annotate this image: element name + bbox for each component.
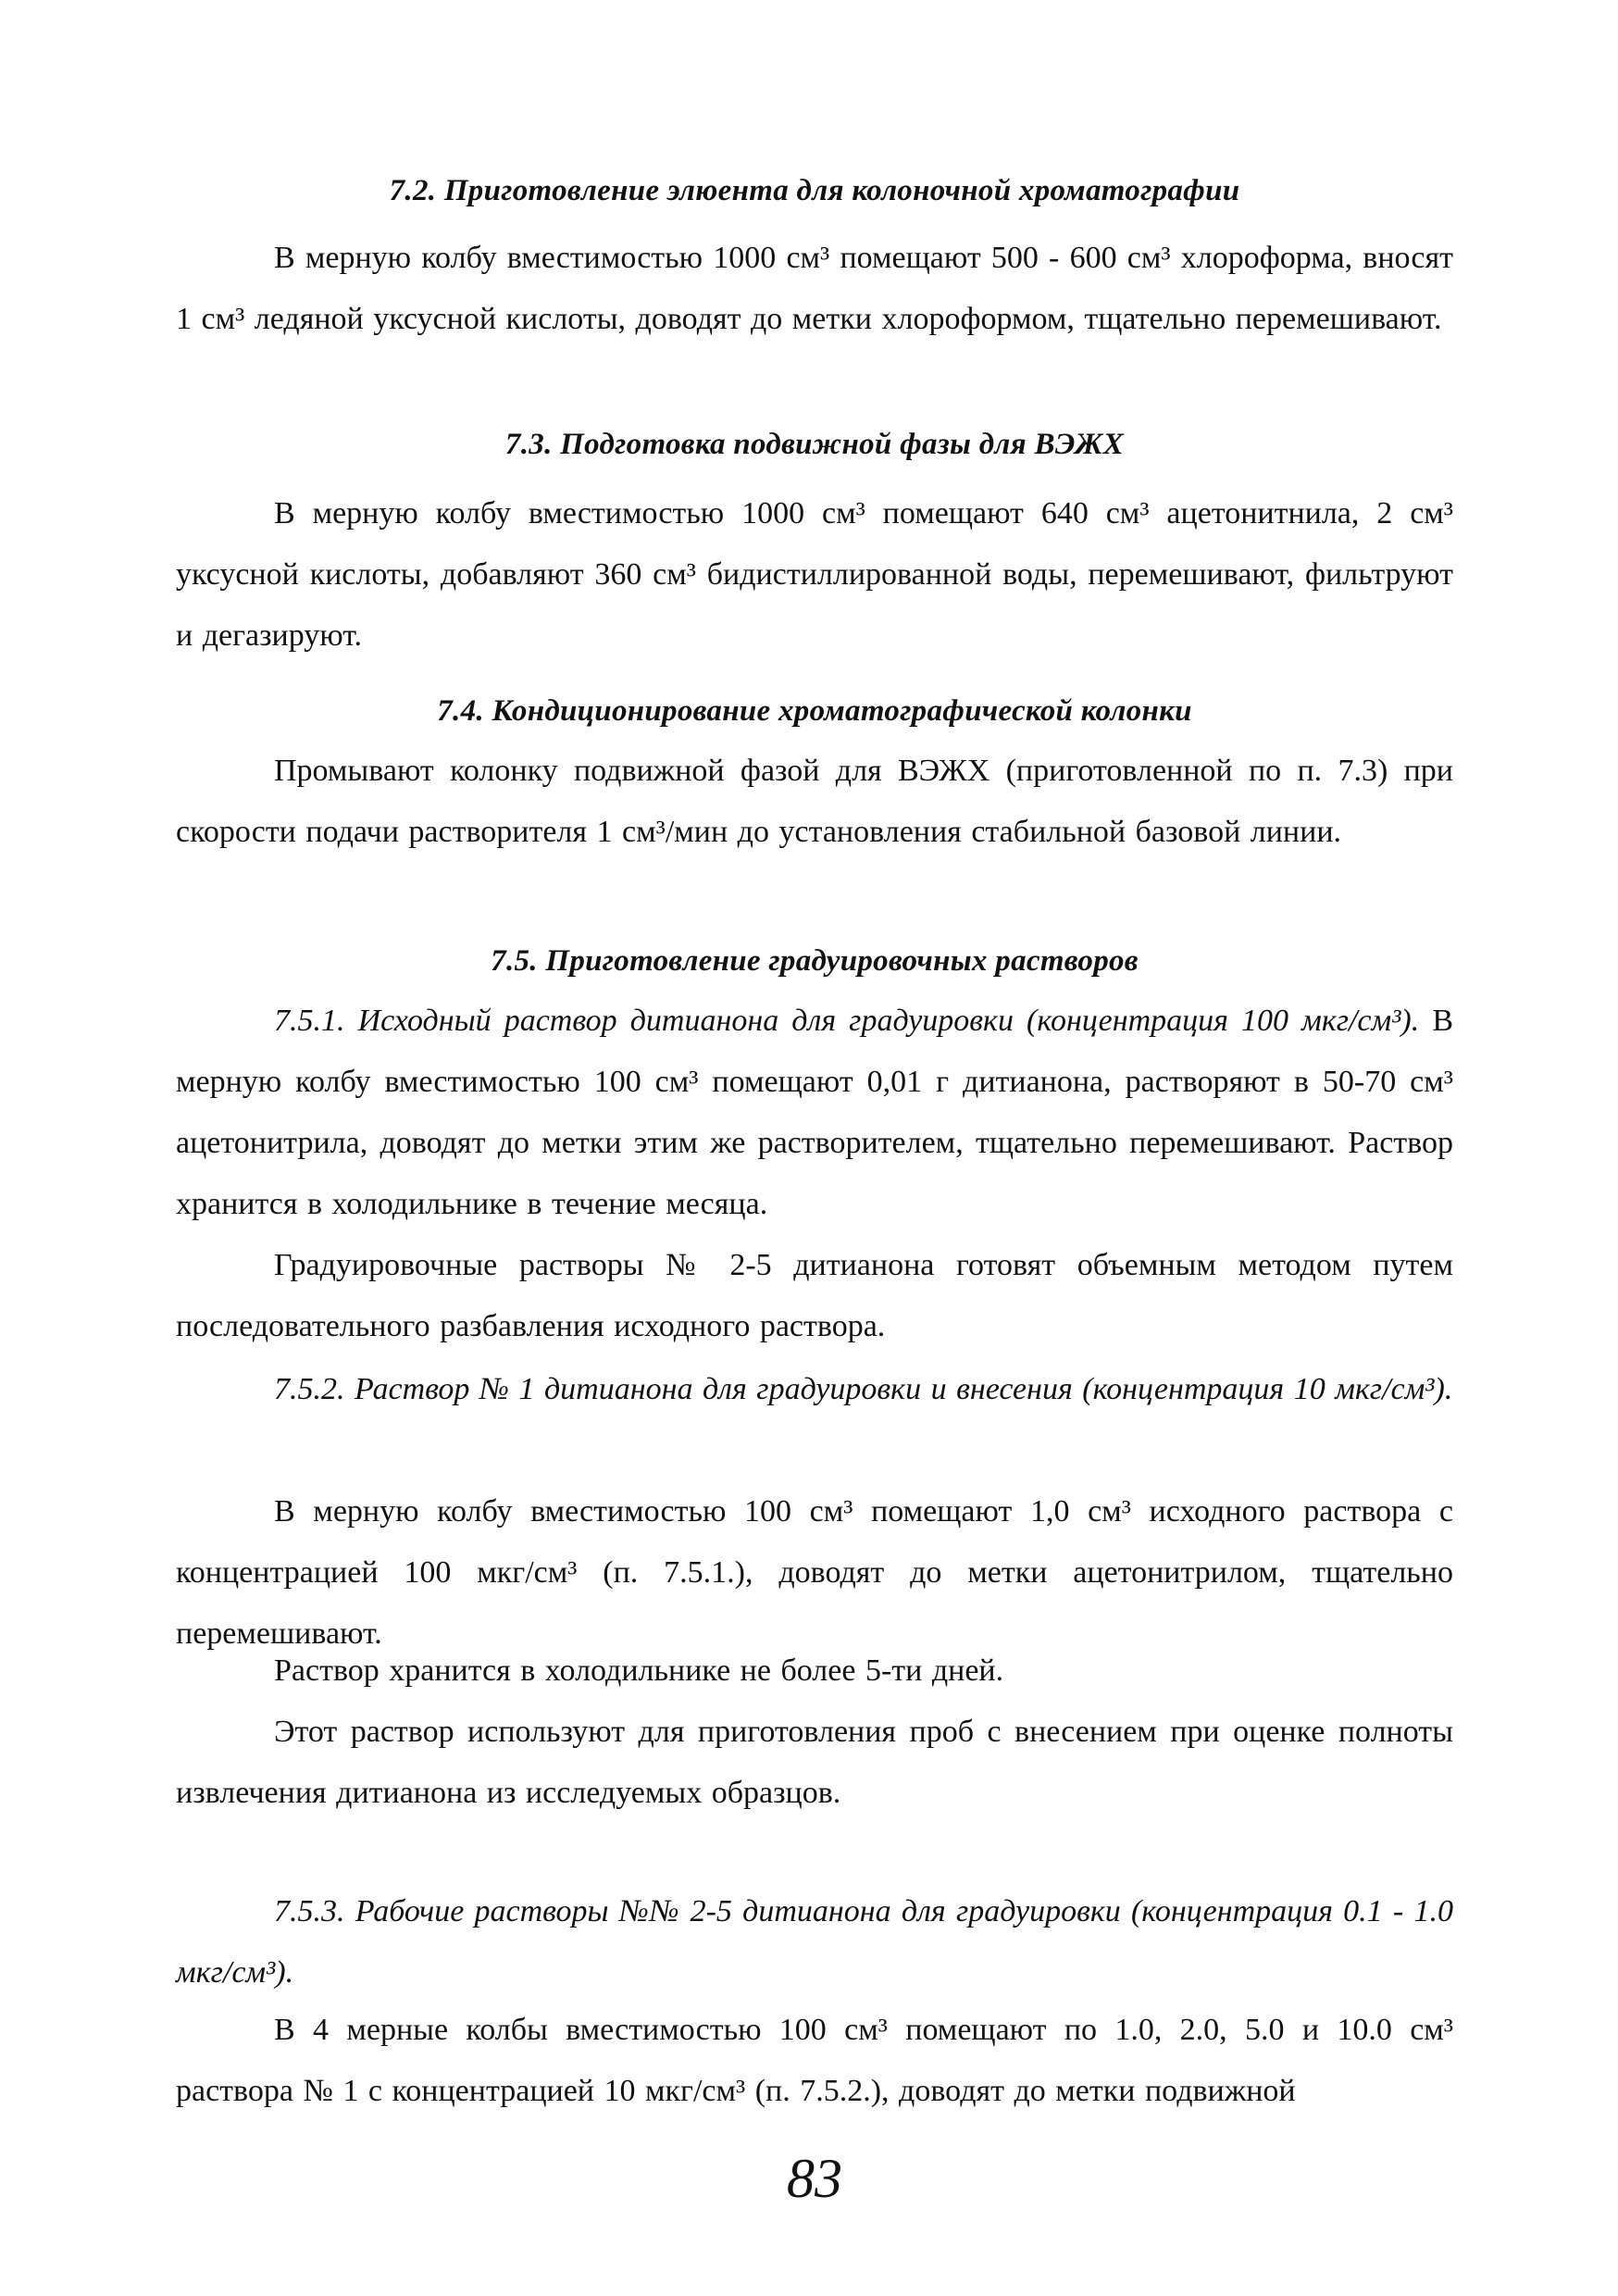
paragraph-7-5-2-usage: Этот раствор используют для приготовления проб с внесением при оценке полноты извлечения дитианона из исследуемых образцов.: [176, 1715, 1453, 1810]
section-heading-7-5: 7.5. Приготовление градуировочных растворов: [491, 944, 1139, 978]
section-heading-7-2: 7.2. Приготовление элюента для колоночной хроматографии: [389, 174, 1240, 207]
section-heading-7-4: 7.4. Кондиционирование хроматографической колонки: [437, 694, 1192, 728]
section-heading-7-3: 7.3. Подготовка подвижной фазы для ВЭЖХ: [504, 428, 1125, 461]
paragraph-7-3: В мерную колбу вместимостью 1000 см³ помещают 640 см³ ацетонитнила, 2 см³ уксусной кислоты, добавляют 360 см³ бидистиллированной воды, перемешивают, фильтруют и дегазируют.: [176, 496, 1453, 653]
subsection-title-7-5-3: 7.5.3. Рабочие растворы №№ 2-5 дитианона для градуировки (концентрация 0.1 - 1.0 мкг/см³).: [176, 1894, 1453, 1990]
subsection-title-7-5-1: 7.5.1. Исходный раствор дитианона для градуировки (концентрация 100 мкг/см³).: [274, 1004, 1420, 1038]
paragraph-7-5-2: В мерную колбу вместимостью 100 см³ помещают 1,0 см³ исходного раствора с концентрацией 100 мкг/см³ (п. 7.5.1.), доводят до метки ацетонитрилом, тщательно перемешивают.: [176, 1494, 1453, 1651]
paragraph-7-5-3: В 4 мерные колбы вместимостью 100 см³ помещают по 1.0, 2.0, 5.0 и 10.0 см³ раствора № 1 с концентрацией 10 мкг/см³ (п. 7.5.2.), доводят до метки подвижной: [176, 2013, 1453, 2108]
subsection-text-7-5-1: В мерную колбу вместимостью 100 см³ помещают 0,01 г дитианона, растворяют в 50-70 см³ ацетонитрила, доводят до метки этим же растворителем, тщательно перемешивают. Раствор хранится в холодильнике в течение месяца.: [176, 1004, 1453, 1221]
page-number: 83: [787, 2148, 842, 2209]
paragraph-7-4: Промывают колонку подвижной фазой для ВЭЖХ (приготовленной по п. 7.3) при скорости подачи растворителя 1 см³/мин до установления стабильной базовой линии.: [176, 754, 1453, 849]
paragraph-7-5-2-storage: Раствор хранится в холодильнике не более 5-ти дней.: [274, 1653, 1004, 1688]
subsection-title-7-5-2: 7.5.2. Раствор № 1 дитианона для градуировки и внесения (концентрация 10 мкг/см³).: [274, 1372, 1453, 1406]
paragraph-7-5-1-note: Градуировочные растворы № 2-5 дитианона готовят объемным методом путем последовательного разбавления исходного раствора.: [176, 1248, 1453, 1343]
paragraph-7-5-1: [176, 991, 1453, 1235]
paragraph-7-2: В мерную колбу вместимостью 1000 см³ помещают 500 - 600 см³ хлороформа, вносят 1 см³ ледяной уксусной кислоты, доводят до метки хлороформом, тщательно перемешивают.: [176, 241, 1453, 336]
